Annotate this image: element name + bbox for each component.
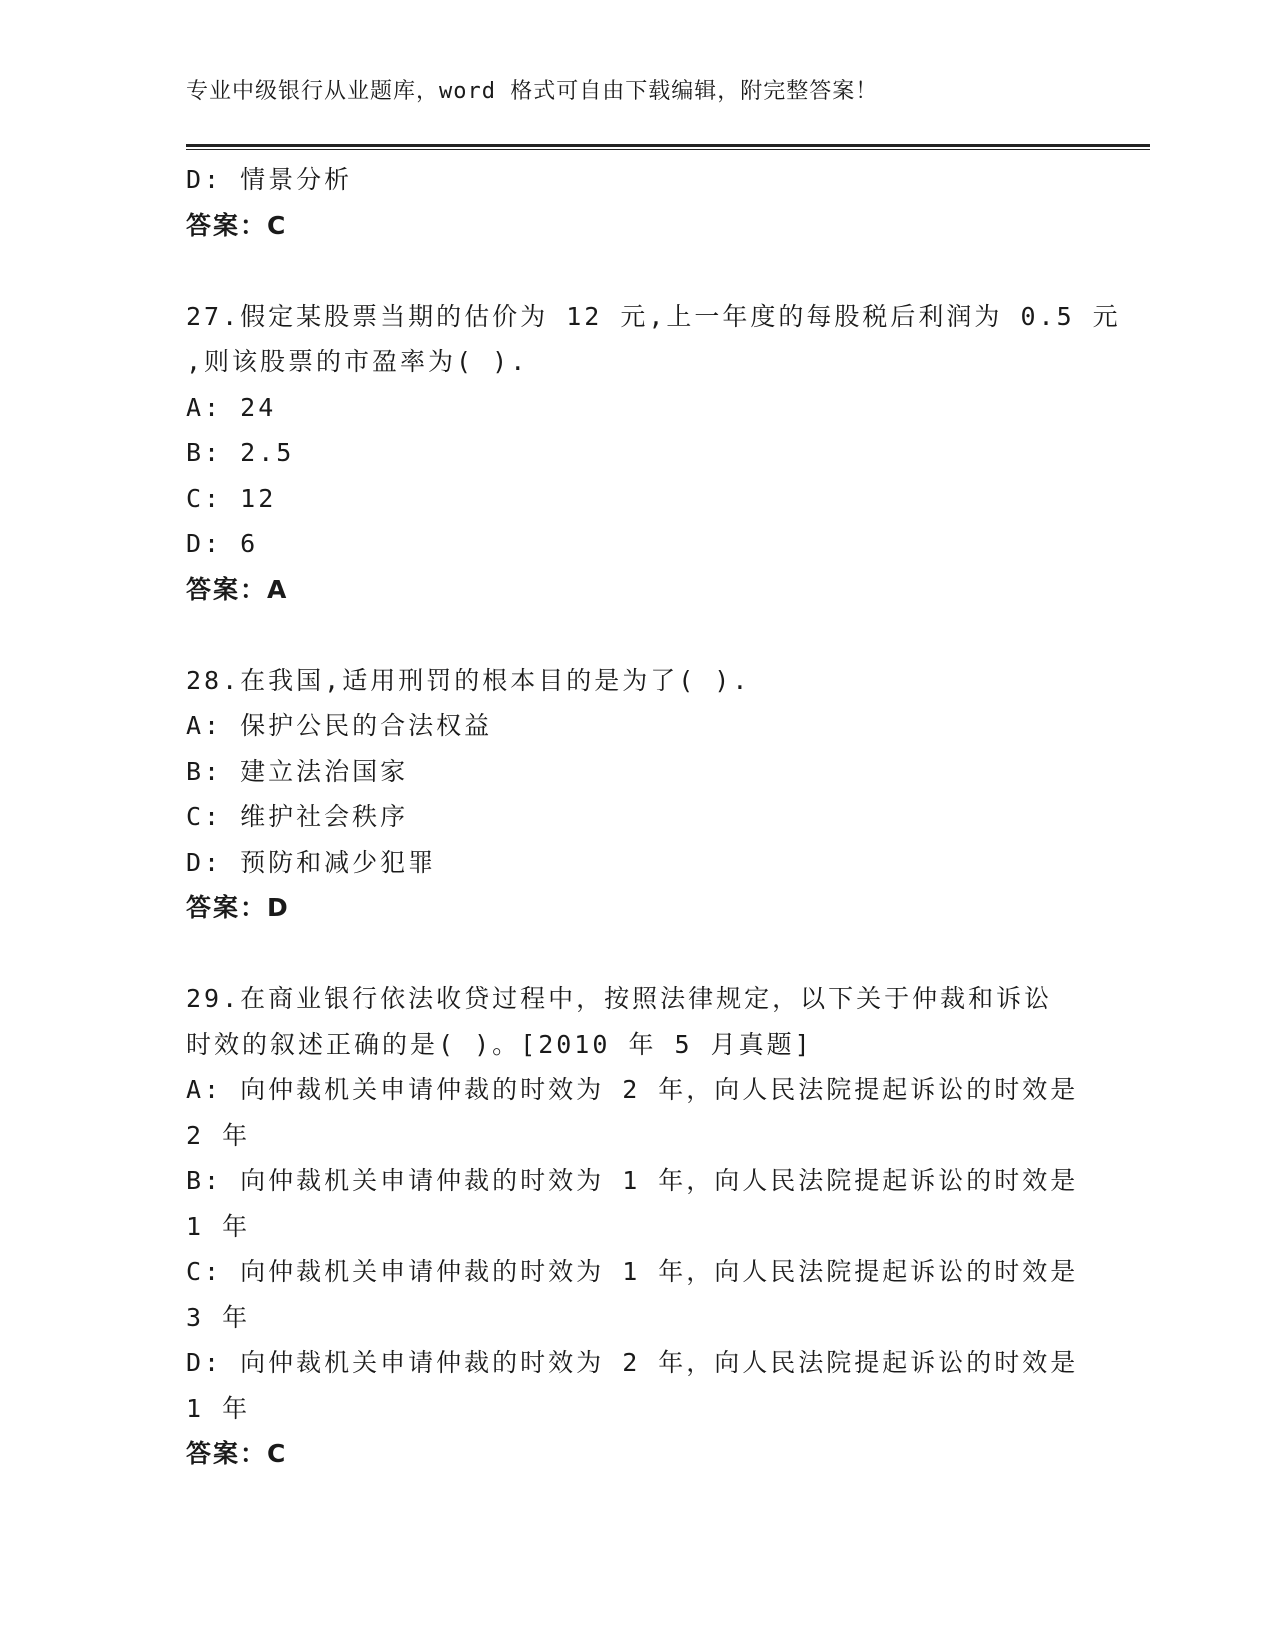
q29-option-b-line1: B: 向仲裁机关申请仲裁的时效为 1 年，向人民法院提起诉讼的时效是: [186, 1166, 1079, 1195]
q27-answer: 答案：A: [186, 574, 289, 604]
q27-option-b: B: 2.5: [186, 438, 295, 467]
q27-stem-line2: ,则该股票的市盈率为( ).: [186, 347, 529, 376]
q27-option-c: C: 12: [186, 483, 277, 513]
q29-option-c-line1: C: 向仲裁机关申请仲裁的时效为 1 年，向人民法院提起诉讼的时效是: [186, 1257, 1079, 1286]
q29-option-a-line1: A: 向仲裁机关申请仲裁的时效为 2 年，向人民法院提起诉讼的时效是: [186, 1075, 1079, 1104]
prev-answer: 答案：C: [186, 210, 288, 240]
q29-option-b-line2: 1 年: [186, 1211, 251, 1241]
q29-answer: 答案：C: [186, 1439, 288, 1468]
q29-option-a-line2: 2 年: [186, 1120, 251, 1150]
q28-stem: 28.在我国,适用刑罚的根本目的是为了( ).: [186, 665, 751, 695]
q29-stem-line1: 29.在商业银行依法收贷过程中，按照法律规定，以下关于仲裁和诉讼: [186, 984, 1053, 1013]
spacer: [186, 931, 1086, 977]
q28-option-a: A: 保护公民的合法权益: [186, 711, 493, 740]
q27-stem-line1: 27.假定某股票当期的估价为 12 元,上一年度的每股税后利润为 0.5 元: [186, 301, 1121, 331]
q29-option-c-line2: 3 年: [186, 1302, 251, 1332]
prev-option-d: D: 情景分析: [186, 165, 353, 194]
question-content: [186, 157, 1121, 1477]
q29-option-d-line2: 1 年: [186, 1393, 251, 1423]
spacer: [186, 612, 1086, 658]
spacer: [186, 248, 1086, 294]
q28-option-d: D: 预防和减少犯罪: [186, 847, 437, 877]
header-rule-thin: [186, 149, 1150, 150]
q29-stem-line2: 时效的叙述正确的是( )。[2010 年 5 月真题]: [186, 1029, 813, 1059]
q28-option-c: C: 维护社会秩序: [186, 802, 409, 831]
q28-answer: 答案：D: [186, 893, 290, 922]
page-header: 专业中级银行从业题库，word 格式可自由下载编辑，附完整答案！: [186, 79, 879, 104]
q27-option-d: D: 6: [186, 529, 259, 558]
header-rule-thick: [186, 144, 1150, 147]
q29-option-d-line1: D: 向仲裁机关申请仲裁的时效为 2 年，向人民法院提起诉讼的时效是: [186, 1348, 1079, 1377]
q27-option-a: A: 24: [186, 392, 277, 422]
q28-option-b: B: 建立法治国家: [186, 756, 409, 786]
